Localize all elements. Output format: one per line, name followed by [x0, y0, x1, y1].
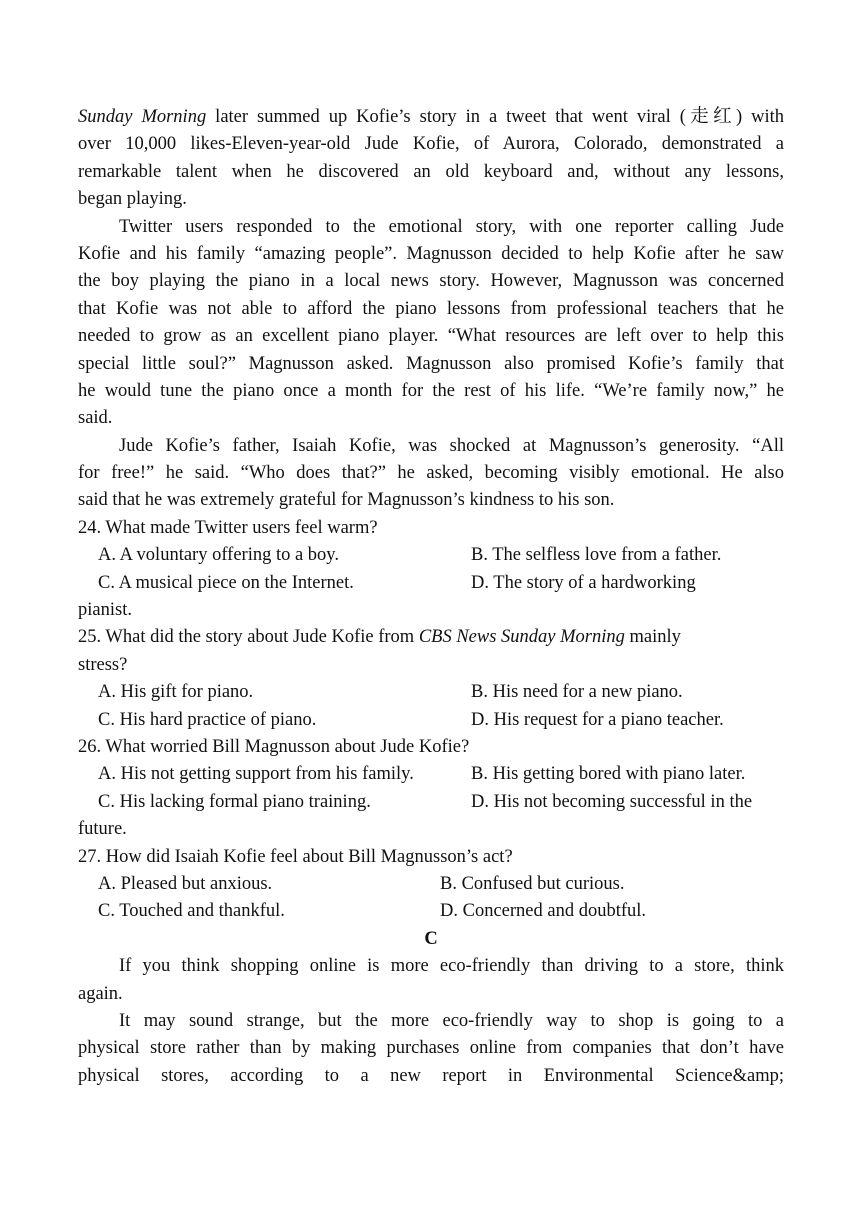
- question-27-stem: 27. How did Isaiah Kofie feel about Bill Magnusson’s act?: [78, 846, 513, 867]
- passage-c-para2-line2: physical store rather than by making purchases online from companies that don’t have: [78, 1038, 784, 1059]
- question-24-option-b: B. The selfless love from a father.: [471, 545, 722, 566]
- question-25-option-b: B. His need for a new piano.: [471, 682, 683, 703]
- question-25-option-d: D. His request for a piano teacher.: [471, 709, 724, 730]
- passage-b-para3-line1: Jude Kofie’s father, Isaiah Kofie, was shocked at Magnusson’s generosity. “All: [119, 435, 784, 456]
- question-24-options-row1: [78, 542, 784, 569]
- question-27-options-row1: [78, 871, 784, 898]
- passage-b-para2-line1: Twitter users responded to the emotional story, with one reporter calling Jude: [119, 216, 784, 237]
- question-26-option-d-wrap: future.: [78, 819, 127, 840]
- question-25-stem-wrap: stress?: [78, 654, 128, 675]
- passage-b-para1-line1: Sunday Morning later summed up Kofie’s story in a tweet that went viral (走红) with: [78, 107, 784, 127]
- passage-c-heading: C: [424, 928, 438, 949]
- question-24-option-a: A. A voluntary offering to a boy.: [98, 545, 339, 566]
- passage-b-para2-line5: needed to grow as an excellent piano player. “What resources are left over to help this: [78, 326, 784, 347]
- question-26-options-row2: [78, 789, 784, 816]
- passage-c-para1-line2: again.: [78, 983, 123, 1004]
- passage-b-para2-line2: Kofie and his family “amazing people”. Magnusson decided to help Kofie after he saw: [78, 243, 784, 264]
- question-27-options-row2: [78, 898, 784, 925]
- passage-b-para2-line6: special little soul?” Magnusson asked. Magnusson also promised Kofie’s family that: [78, 353, 784, 374]
- question-26-option-b: B. His getting bored with piano later.: [471, 764, 746, 785]
- question-24-stem: 24. What made Twitter users feel warm?: [78, 517, 378, 538]
- question-27-option-b: B. Confused but curious.: [440, 873, 625, 894]
- passage-b-para1-line3: remarkable talent when he discovered an old keyboard and, without any lessons,: [78, 161, 784, 182]
- question-24-option-d: D. The story of a hardworking: [471, 572, 696, 593]
- passage-b-para3-line2: for free!” he said. “Who does that?” he asked, becoming visibly emotional. He also: [78, 463, 784, 484]
- passage-b-para1-line4: began playing.: [78, 189, 187, 210]
- question-25-stem: 25. What did the story about Jude Kofie from CBS News Sunday Morning mainly: [78, 627, 681, 648]
- question-26-option-d: D. His not becoming successful in the: [471, 791, 753, 812]
- passage-b-para1-line2: over 10,000 likes-Eleven-year-old Jude Kofie, of Aurora, Colorado, demonstrated a: [78, 134, 784, 155]
- question-25-options-row2: [78, 707, 784, 734]
- question-26-stem: 26. What worried Bill Magnusson about Jude Kofie?: [78, 736, 470, 757]
- passage-c-para2-line3: physical stores, according to a new report in Environmental Science&amp;: [78, 1065, 784, 1086]
- passage-b-para3-line3: said that he was extremely grateful for Magnusson’s kindness to his son.: [78, 490, 615, 511]
- question-27-option-d: D. Concerned and doubtful.: [440, 901, 647, 922]
- passage-b-para2-line4: that Kofie was not able to afford the piano lessons from professional teachers that he: [78, 298, 784, 319]
- passage-b-para2-line7: he would tune the piano once a month for the rest of his life. “We’re family now,” he: [78, 380, 784, 401]
- question-26-option-a: A. His not getting support from his family.: [98, 764, 414, 785]
- question-27-option-c: C. Touched and thankful.: [98, 901, 285, 922]
- passage-c-para1-line1: If you think shopping online is more eco-friendly than driving to a store, think: [119, 956, 784, 977]
- question-24-options-row2: [78, 570, 784, 597]
- document-page: [78, 104, 784, 1090]
- passage-b-para2-line8: said.: [78, 408, 113, 429]
- question-25-option-c: C. His hard practice of piano.: [98, 709, 317, 730]
- question-25-options-row1: [78, 679, 784, 706]
- source-title-italic: CBS News Sunday Morning: [418, 627, 625, 648]
- passage-b-para2-line3: the boy playing the piano in a local news story. However, Magnusson was concerned: [78, 271, 784, 292]
- question-27-option-a: A. Pleased but anxious.: [98, 873, 273, 894]
- question-24-option-d-wrap: pianist.: [78, 600, 132, 621]
- question-25-option-a: A. His gift for piano.: [98, 682, 254, 703]
- source-title-italic: Sunday Morning: [78, 107, 207, 127]
- passage-c-para2-line1: It may sound strange, but the more eco-friendly way to shop is going to a: [119, 1010, 784, 1031]
- question-26-option-c: C. His lacking formal piano training.: [98, 791, 371, 812]
- question-24-option-c: C. A musical piece on the Internet.: [98, 572, 354, 593]
- question-26-options-row1: [78, 761, 784, 788]
